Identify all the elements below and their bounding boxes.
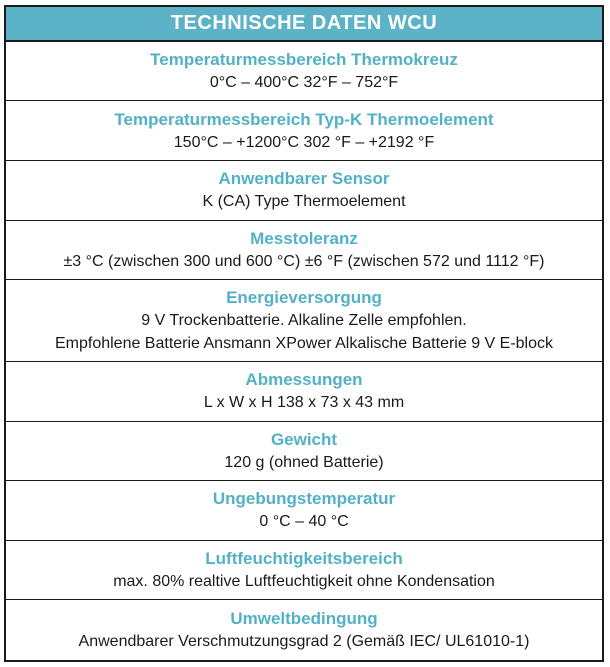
spec-title: Anwendbarer Sensor bbox=[218, 169, 390, 189]
spec-value: Anwendbarer Verschmutzungsgrad 2 (Gemäß IEC/ UL61010-1) bbox=[78, 633, 530, 651]
spec-title: Ungebungstemperatur bbox=[212, 489, 396, 509]
spec-row-tolerance bbox=[6, 221, 602, 281]
table-header: TECHNISCHE DATEN WCU bbox=[6, 7, 602, 42]
spec-title: Temperaturmessbereich Thermokreuz bbox=[150, 50, 458, 70]
spec-value: L x W x H 138 x 73 x 43 mm bbox=[203, 394, 405, 412]
spec-row-ambient-temperature bbox=[6, 481, 602, 541]
spec-row-dimensions bbox=[6, 362, 602, 422]
spec-value: max. 80% realtive Luftfeuchtigkeit ohne Kondensation bbox=[113, 573, 495, 591]
spec-row-power-supply bbox=[6, 280, 602, 362]
spec-value: 0 °C – 40 °C bbox=[259, 513, 349, 531]
spec-value: 120 g (ohned Batterie) bbox=[224, 453, 384, 471]
spec-row-sensor bbox=[6, 161, 602, 221]
spec-row-weight bbox=[6, 422, 602, 482]
spec-row-environment bbox=[6, 600, 602, 660]
spec-title: Gewicht bbox=[270, 429, 338, 449]
spec-row-humidity bbox=[6, 541, 602, 601]
spec-title: Umweltbedingung bbox=[230, 609, 378, 629]
spec-title: Luftfeuchtigkeitsbereich bbox=[205, 549, 403, 569]
spec-title: Messtoleranz bbox=[250, 229, 358, 249]
spec-row-temperature-typek bbox=[6, 101, 602, 161]
spec-title: Energieversorgung bbox=[226, 288, 382, 308]
spec-value: ±3 °C (zwischen 300 und 600 °C) ±6 °F (zwischen 572 und 1112 °F) bbox=[63, 253, 545, 271]
spec-table bbox=[4, 5, 604, 662]
spec-title: Temperaturmessbereich Typ-K Thermoelement bbox=[114, 109, 494, 129]
spec-value: 9 V Trockenbatterie. Alkaline Zelle empfohlen. bbox=[141, 312, 467, 330]
spec-value: Empfohlene Batterie Ansmann XPower Alkalische Batterie 9 V E-block bbox=[54, 335, 554, 353]
spec-title: Abmessungen bbox=[245, 370, 363, 390]
spec-row-temperature-thermocross bbox=[6, 42, 602, 102]
spec-value: 0°C – 400°C 32°F – 752°F bbox=[209, 74, 399, 92]
spec-value: K (CA) Type Thermoelement bbox=[202, 193, 406, 211]
spec-value: 150°C – +1200°C 302 °F – +2192 °F bbox=[173, 133, 435, 151]
